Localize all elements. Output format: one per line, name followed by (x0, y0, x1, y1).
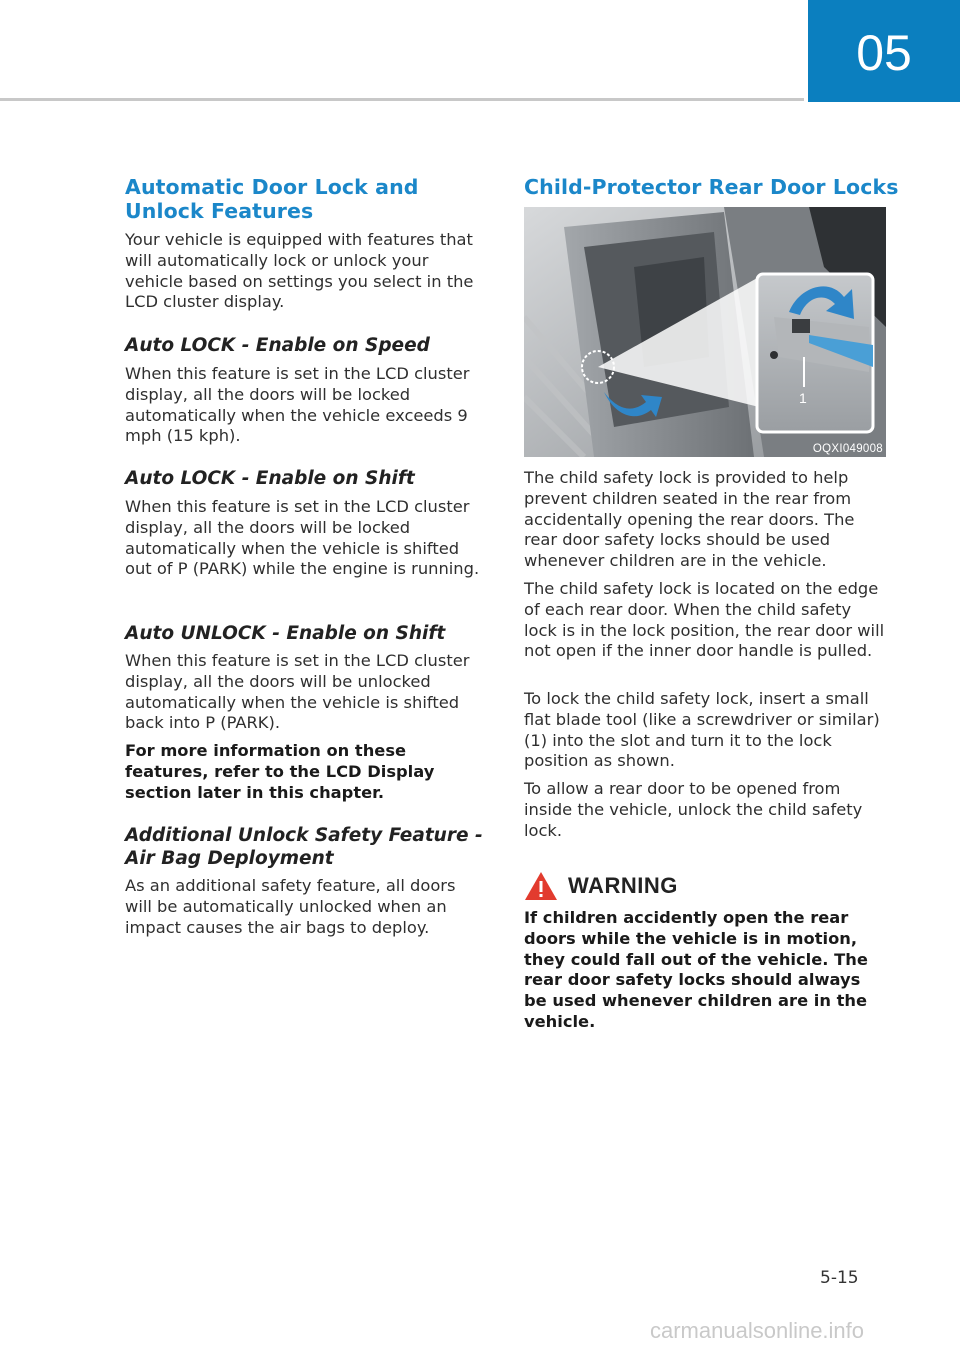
text-auto-lock-shift: When this feature is set in the LCD cluster display, all the doors will be locked automatically when the vehicle is shifted out of P (PARK) while the engine is running. (125, 497, 480, 579)
watermark: carmanualsonline.info (650, 1318, 865, 1343)
warning-text: If children accidently open the rear doors while the vehicle is in motion, they could fall out of the vehicle. The rear door safety locks should always be used whenever children are in the vehicle. (524, 908, 868, 1031)
door-illustration (524, 207, 886, 457)
warning-icon (524, 871, 558, 901)
intro-paragraph: Your vehicle is equipped with features that will automatically lock or unlock your vehicle based on settings you select in the LCD cluster display. (125, 230, 474, 312)
warning-title: WARNING (568, 873, 678, 898)
child-lock-p1: The child safety lock is provided to help prevent children seated in the rear from accidentally opening the rear doors. The rear door safety locks should be used whenever children are in the vehicle. (524, 468, 855, 571)
section-title-child-locks: Child-Protector Rear Door Locks (524, 175, 899, 199)
child-lock-figure (524, 207, 886, 457)
text-airbag-unlock: As an additional safety feature, all doors will be automatically unlocked when an impact causes the air bags to deploy. (125, 876, 456, 937)
page-number: 5-15 (820, 1268, 859, 1288)
heading-auto-lock-speed: Auto LOCK - Enable on Speed (125, 335, 430, 356)
child-lock-p2: The child safety lock is located on the edge of each rear door. When the child safety lock is in the lock position, the rear door will not open if the inner door handle is pulled. (524, 579, 885, 661)
heading-airbag-unlock: Additional Unlock Safety Feature - Air Bag Deployment (125, 825, 483, 869)
chapter-tab: 05 (808, 0, 960, 102)
section-title-auto-lock: Automatic Door Lock and Unlock Features (125, 175, 419, 223)
header-rule (0, 98, 804, 101)
figure-code: OQXI049008 (812, 443, 883, 455)
heading-auto-lock-shift: Auto LOCK - Enable on Shift (125, 468, 415, 489)
child-lock-p4: To allow a rear door to be opened from inside the vehicle, unlock the child safety lock. (524, 779, 863, 840)
figure-callout-1: 1 (799, 390, 807, 406)
note-lcd-display: For more information on these features, refer to the LCD Display section later in this chapter. (125, 741, 435, 802)
text-auto-unlock-shift: When this feature is set in the LCD cluster display, all the doors will be unlocked automatically when the vehicle is shifted back into P (PARK). (125, 651, 470, 733)
heading-auto-unlock-shift: Auto UNLOCK - Enable on Shift (125, 623, 446, 644)
text-auto-lock-speed: When this feature is set in the LCD cluster display, all the doors will be locked automatically when the vehicle exceeds 9 mph (15 kph). (125, 364, 470, 446)
child-lock-p3: To lock the child safety lock, insert a small flat blade tool (like a screwdriver or similar) (1) into the slot and turn it to the lock position as shown. (524, 689, 880, 771)
warning-header (524, 871, 678, 901)
